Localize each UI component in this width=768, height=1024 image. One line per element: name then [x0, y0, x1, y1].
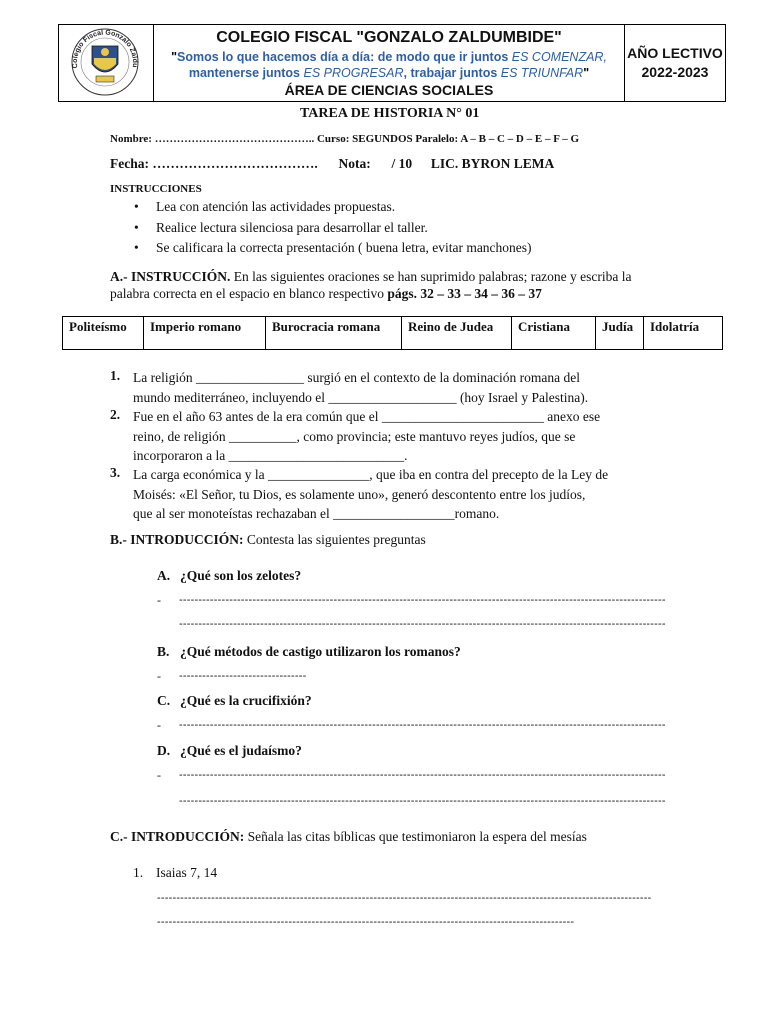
question-line[interactable]: La religión ________________ surgió en el contexto de la dominación romana del	[133, 370, 581, 385]
answer-line[interactable]: ------------------------------------------------------------------------------------------------------------------------------	[179, 769, 666, 781]
question-line[interactable]: mundo mediterráneo, incluyendo el ___________________ (hoy Israel y Palestina).	[133, 389, 589, 405]
answer-line[interactable]: ------------------------------------------------------------------------------------------------------------------------------	[179, 618, 666, 630]
section-b-instruction: B.- INTRODUCCIÓN: Contesta las siguientes preguntas	[110, 532, 426, 547]
name-dots[interactable]: ……………………………………..	[154, 133, 315, 145]
student-line	[110, 133, 579, 145]
section-a-pages: págs. 32 – 33 – 34 – 36 – 37	[387, 286, 542, 301]
question-line[interactable]: incorporaron a la __________________________.	[133, 448, 408, 463]
open-question: B. ¿Qué métodos de castigo utilizaron los romanos?	[157, 644, 461, 659]
word-cell: Burocracia romana	[266, 317, 402, 349]
word-cell: Reino de Judea	[402, 317, 512, 349]
answer-line[interactable]: ------------------------------------------------------------------------------------------------------------------------------	[179, 719, 666, 731]
instruction-item: • Lea con atención las actividades propuestas.	[134, 199, 396, 214]
school-logo	[58, 24, 152, 100]
word-cell: Cristiana	[512, 317, 596, 349]
answer-bullet: -	[157, 593, 161, 607]
section-c-label: C.- INTRODUCCIÓN:	[110, 829, 245, 844]
course-value: SEGUNDOS	[352, 133, 413, 145]
section-a-label: A.- INSTRUCCIÓN.	[110, 269, 231, 284]
grade-value: / 10	[391, 156, 413, 171]
answer-line[interactable]: --------------------------------------------------------------------------------------------------------------------------------	[157, 892, 652, 904]
word-cell: Judía	[596, 317, 644, 349]
answer-line[interactable]: ------------------------------------------------------------------------------------------------------------------------------	[179, 795, 666, 807]
page-title: TAREA DE HISTORIA N° 01	[300, 106, 480, 121]
name-label: Nombre:	[110, 133, 152, 145]
course-label: Curso:	[316, 133, 350, 145]
instruction-item: • Se calificara la correcta presentación ( buena letra, evitar manchones)	[134, 240, 532, 255]
answer-bullet: -	[157, 669, 161, 683]
question-line[interactable]: que al ser monoteístas rechazaban el __________________romano.	[133, 506, 500, 521]
section-c-instruction: C.- INTRODUCCIÓN: Señala las citas bíblicas que testimoniaron la espera del mesías	[110, 829, 587, 844]
answer-line[interactable]: ------------------------------------------------------------------------------------------------------------	[157, 916, 575, 928]
answer-bullet: -	[157, 768, 161, 782]
logo-text: Colegio Fiscal Gonzalo Zaldu	[71, 29, 139, 69]
teacher-name: LIC. BYRON LEMA	[430, 156, 555, 171]
year-label: AÑO LECTIVO	[627, 45, 723, 61]
school-year	[624, 44, 726, 82]
open-question: A. ¿Qué son los zelotes?	[157, 568, 302, 583]
school-motto: "Somos lo que hacemos día a día: de modo que ir juntos ES COMENZAR, mantenerse juntos ES PROGRESAR, trabajar juntos ES TRIUNFAR"	[171, 50, 607, 80]
answer-bullet: -	[157, 718, 161, 732]
date-line	[110, 156, 554, 172]
school-name: COLEGIO FISCAL "GONZALO ZALDUMBIDE"	[216, 29, 562, 46]
question-line[interactable]: reino, de religión __________, como provincia; este mantuvo reyes judíos, que se	[133, 428, 576, 444]
word-cell: Imperio romano	[144, 317, 266, 349]
question-line[interactable]: Moisés: «El Señor, tu Dios, es solamente uno», generó descontento entre los judíos,	[133, 486, 586, 502]
instructions-heading: INSTRUCCIONES	[110, 183, 202, 195]
paralelo-value: A – B – C – D – E – F – G	[460, 133, 580, 145]
paralelo-label: Paralelo:	[415, 133, 459, 145]
word-bank-table	[62, 316, 723, 350]
open-question: D. ¿Qué es el judaísmo?	[157, 743, 302, 758]
citation-item: 1. Isaias 7, 14	[133, 865, 218, 880]
section-a-instruction: A.- INSTRUCCIÓN. En las siguientes oraciones se han suprimido palabras; razone y escriba la palabra correcta en el espacio en blanco respectivo págs. 32 – 33 – 34 – 36 – 37	[110, 269, 632, 301]
word-cell: Idolatría	[650, 319, 700, 334]
question-line[interactable]: La carga económica y la _______________, que iba en contra del precepto de la Ley de	[133, 467, 609, 482]
date-label: Fecha:	[110, 156, 149, 171]
word-cell: Politeísmo	[63, 317, 144, 349]
instructions-list	[134, 197, 532, 259]
logo-cell	[58, 24, 154, 102]
question-line[interactable]: Fue en el año 63 antes de la era común que el ________________________ anexo ese	[133, 409, 601, 424]
date-dots[interactable]: ……………………………….	[152, 156, 318, 171]
area-name: ÁREA DE CIENCIAS SOCIALES	[284, 82, 494, 98]
instruction-item: • Realice lectura silenciosa para desarrollar el taller.	[134, 219, 428, 235]
answer-line[interactable]: ------------------------------------------------------------------------------------------------------------------------------	[179, 594, 666, 606]
year-value: 2022-2023	[641, 64, 709, 80]
answer-line[interactable]: ---------------------------------	[179, 670, 307, 682]
section-b-label: B.- INTRODUCCIÓN:	[110, 532, 244, 547]
grade-label: Nota:	[338, 156, 371, 171]
open-question: C. ¿Qué es la crucifixión?	[157, 693, 312, 708]
